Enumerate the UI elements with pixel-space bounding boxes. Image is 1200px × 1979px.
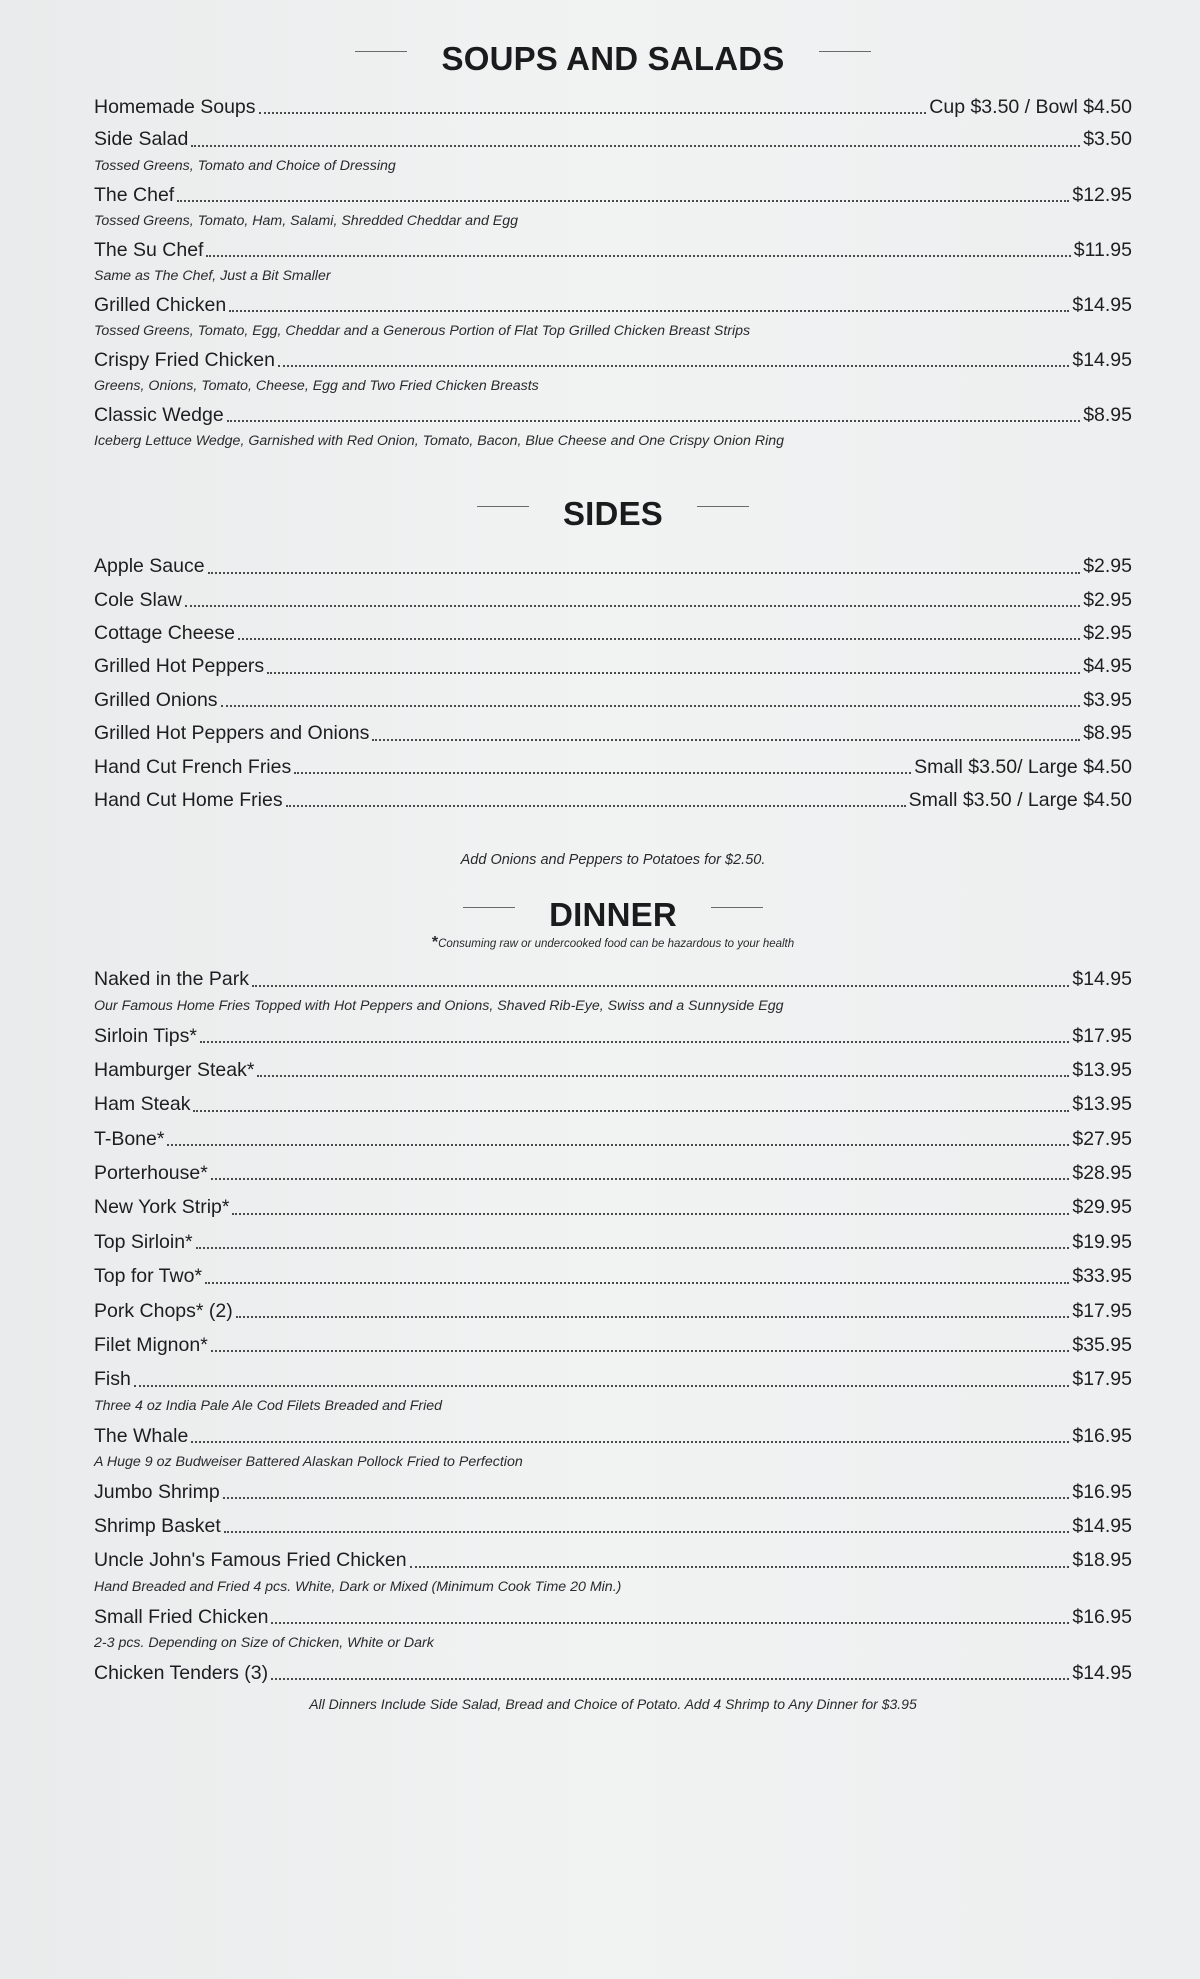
menu-item-name: Filet Mignon* (94, 1334, 208, 1357)
menu-item-price: $13.95 (1072, 1058, 1132, 1081)
menu-item-price: $18.95 (1072, 1549, 1132, 1572)
menu-item (94, 1025, 1132, 1048)
menu-item-row (94, 1606, 1132, 1629)
menu-item (94, 96, 1132, 119)
menu-item-row (94, 1265, 1132, 1288)
menu-item-name: Grilled Chicken (94, 293, 227, 316)
menu-item-row (94, 789, 1132, 812)
menu-item-row (94, 555, 1132, 578)
menu-item-price: Small $3.50 / Large $4.50 (908, 788, 1132, 811)
dotted-leader (221, 705, 1081, 707)
dotted-leader (193, 1110, 1069, 1112)
sides-note: Add Onions and Peppers to Potatoes for $2.50. (460, 852, 766, 869)
section-header (94, 495, 1132, 533)
menu-items (94, 968, 1132, 1685)
menu-item (94, 1162, 1132, 1185)
menu-item-name: Side Salad (94, 128, 189, 151)
dotted-leader (177, 200, 1069, 202)
menu-item (94, 1334, 1132, 1357)
dotted-leader (259, 112, 927, 114)
menu-item (94, 789, 1132, 812)
menu-item-row (94, 349, 1132, 372)
menu-item (94, 1196, 1132, 1219)
menu-item-description: Greens, Onions, Tomato, Cheese, Egg and Two Fried Chicken Breasts (94, 378, 539, 395)
menu-item-description: A Huge 9 oz Budweiser Battered Alaskan Pollock Fried to Perfection (94, 1453, 523, 1470)
menu-item-row (94, 1162, 1132, 1185)
menu-item-name: The Chef (94, 183, 175, 206)
menu-item-row (94, 655, 1132, 678)
dotted-leader (223, 1497, 1070, 1499)
menu-item-price: $35.95 (1072, 1334, 1132, 1357)
menu-item-price: Cup $3.50 / Bowl $4.50 (929, 96, 1132, 118)
section-title: DINNER (549, 896, 677, 934)
menu-item-name: Naked in the Park (94, 968, 250, 991)
menu-item-price: $14.95 (1072, 1661, 1132, 1684)
menu-item-name: Hand Cut Home Fries (94, 788, 283, 811)
menu-item-price: $17.95 (1072, 1368, 1132, 1391)
menu-item-description: 2-3 pcs. Depending on Size of Chicken, White or Dark (94, 1635, 434, 1651)
menu-item-price: $33.95 (1072, 1265, 1132, 1288)
menu-item-row (94, 722, 1132, 745)
menu-item-row (94, 689, 1132, 712)
menu-item-name: Cottage Cheese (94, 622, 235, 645)
menu-item (94, 655, 1132, 678)
menu-item (94, 1425, 1132, 1472)
menu-item-name: New York Strip* (94, 1196, 230, 1219)
menu-item-name: Top Sirloin* (94, 1230, 193, 1253)
menu-item (94, 622, 1132, 645)
menu-item (94, 1300, 1132, 1323)
menu-item-name: Top for Two* (94, 1265, 203, 1288)
menu-item-price: $19.95 (1072, 1230, 1132, 1253)
dotted-leader (196, 1247, 1070, 1249)
menu-item-description: Tossed Greens, Tomato, Egg, Cheddar and a Generous Portion of Flat Top Grilled Chicken Breast Strips (94, 323, 751, 340)
menu-item-row (94, 96, 1132, 119)
menu-item (94, 1481, 1132, 1504)
menu-item (94, 1093, 1132, 1116)
section-title: SOUPS AND SALADS (441, 40, 785, 77)
menu-item-row (94, 184, 1132, 207)
menu-item-row (94, 128, 1132, 151)
menu-item-name: Hand Cut French Fries (94, 755, 292, 778)
dotted-leader (238, 638, 1080, 640)
dotted-leader (410, 1566, 1070, 1568)
menu-item (94, 1549, 1132, 1596)
dotted-leader (236, 1316, 1070, 1318)
menu-item-price: $14.95 (1072, 968, 1132, 991)
menu-item-price: $27.95 (1072, 1127, 1132, 1150)
menu-item-row (94, 1231, 1132, 1254)
menu-item-price: $17.95 (1072, 1299, 1132, 1322)
menu-item-description: Three 4 oz India Pale Ale Cod Filets Breaded and Fried (94, 1397, 443, 1414)
menu-item-row (94, 294, 1132, 317)
menu-item (94, 756, 1132, 779)
menu-item (94, 1515, 1132, 1538)
menu-item-price: $16.95 (1072, 1424, 1132, 1447)
menu-item-name: Chicken Tenders (3) (94, 1661, 269, 1684)
menu-item-name: Ham Steak (94, 1093, 191, 1116)
menu-item (94, 689, 1132, 712)
menu-item-row (94, 1549, 1132, 1572)
header-rule-left (463, 907, 515, 908)
menu-item-name: T-Bone* (94, 1127, 165, 1150)
menu-item-row (94, 1662, 1132, 1685)
menu-item (94, 968, 1132, 1015)
menu-item-price: $28.95 (1072, 1162, 1132, 1185)
menu-item-name: Grilled Onions (94, 688, 218, 711)
menu-item-row (94, 239, 1132, 262)
dotted-leader (227, 420, 1080, 422)
menu-item-name: Homemade Soups (94, 96, 256, 118)
menu-item-price: $8.95 (1083, 404, 1132, 427)
dotted-leader (267, 672, 1080, 674)
dotted-leader (278, 365, 1069, 367)
menu-item-name: Grilled Hot Peppers (94, 655, 265, 678)
menu-item-price: $17.95 (1072, 1024, 1132, 1047)
header-rule-left (477, 506, 529, 507)
menu-item (94, 239, 1132, 286)
menu-item-name: Apple Sauce (94, 555, 205, 578)
menu-item-price: $14.95 (1072, 293, 1132, 316)
menu-item (94, 1662, 1132, 1685)
menu-item-price: $2.95 (1083, 622, 1132, 645)
section-title: SIDES (562, 495, 664, 533)
dotted-leader (224, 1531, 1070, 1533)
soups-and-salads-section (94, 40, 1132, 451)
menu-item-price: $11.95 (1073, 238, 1132, 261)
menu-items (94, 96, 1132, 451)
menu-item-row (94, 1093, 1132, 1116)
sides-section (94, 495, 1132, 868)
menu-item-name: The Su Chef (94, 238, 204, 261)
menu-item-price: $8.95 (1083, 722, 1132, 745)
dinner-section (94, 896, 1132, 1712)
section-header (94, 40, 1132, 78)
header-rule-right (819, 51, 871, 52)
menu-item-row (94, 1025, 1132, 1048)
menu-item-price: $13.95 (1072, 1093, 1132, 1116)
menu-item-row (94, 1368, 1132, 1391)
dotted-leader (191, 1441, 1069, 1443)
menu-item-description: Our Famous Home Fries Topped with Hot Peppers and Onions, Shaved Rib-Eye, Swiss and a Sunnyside Egg (94, 997, 784, 1014)
menu-item-price: $4.95 (1083, 655, 1132, 678)
menu-item (94, 128, 1132, 175)
menu-item-description: Tossed Greens, Tomato and Choice of Dressing (94, 157, 396, 174)
dotted-leader (271, 1622, 1069, 1624)
menu-item (94, 1265, 1132, 1288)
health-warning (94, 934, 1132, 956)
menu-item (94, 184, 1132, 231)
dotted-leader (211, 1178, 1070, 1180)
dotted-leader (185, 605, 1080, 607)
menu-item-row (94, 968, 1132, 991)
menu-item-price: $14.95 (1072, 348, 1132, 371)
menu-item-name: Uncle John's Famous Fried Chicken (94, 1549, 407, 1572)
menu-item-row (94, 1128, 1132, 1151)
menu-item-price: $16.95 (1072, 1605, 1132, 1628)
menu-item (94, 1128, 1132, 1151)
dotted-leader (372, 739, 1080, 741)
menu-item-price: $3.95 (1083, 688, 1132, 711)
menu-item-name: Fish (94, 1368, 131, 1391)
menu-item-name: Hamburger Steak* (94, 1058, 255, 1081)
menu-item-row (94, 1334, 1132, 1357)
dinner-note: All Dinners Include Side Salad, Bread and Choice of Potato. Add 4 Shrimp to Any Dinner for $3.95 (309, 1696, 917, 1713)
menu-item-name: Sirloin Tips* (94, 1024, 197, 1047)
dotted-leader (205, 1282, 1069, 1284)
dotted-leader (252, 985, 1069, 987)
menu-item-name: Porterhouse* (94, 1162, 208, 1185)
dotted-leader (191, 145, 1080, 147)
warning-asterisk: * (431, 934, 439, 952)
menu-item-name: Crispy Fried Chicken (94, 348, 275, 371)
dotted-leader (229, 310, 1069, 312)
menu-item-description: Tossed Greens, Tomato, Ham, Salami, Shredded Cheddar and Egg (94, 212, 519, 229)
menu-item (94, 1231, 1132, 1254)
menu-item-row (94, 1196, 1132, 1219)
dotted-leader (206, 255, 1070, 257)
menu-item (94, 404, 1132, 451)
menu-item-row (94, 1515, 1132, 1538)
header-rule-right (711, 907, 763, 908)
menu-item (94, 555, 1132, 578)
menu-item-price: $29.95 (1072, 1196, 1132, 1219)
menu-item-name: Cole Slaw (94, 588, 182, 611)
menu-item (94, 1368, 1132, 1415)
menu-item-price: $16.95 (1072, 1480, 1132, 1503)
dotted-leader (294, 772, 911, 774)
menu-item (94, 722, 1132, 745)
menu-item-price: $2.95 (1083, 588, 1132, 611)
dotted-leader (286, 805, 906, 807)
menu-item (94, 1059, 1132, 1082)
dotted-leader (211, 1350, 1070, 1352)
dotted-leader (200, 1041, 1069, 1043)
dotted-leader (208, 572, 1081, 574)
menu-item (94, 349, 1132, 396)
dotted-leader (232, 1213, 1069, 1215)
dotted-leader (257, 1075, 1069, 1077)
menu-item-price: $3.50 (1083, 128, 1132, 151)
header-rule-left (355, 51, 407, 52)
menu-item-description: Same as The Chef, Just a Bit Smaller (94, 268, 331, 285)
menu-items (94, 555, 1132, 812)
menu-item (94, 1606, 1132, 1653)
menu-item (94, 589, 1132, 612)
menu-item-row (94, 622, 1132, 645)
menu-item-name: The Whale (94, 1424, 189, 1447)
dotted-leader (134, 1385, 1070, 1387)
menu-item-row (94, 1425, 1132, 1448)
menu-item-row (94, 589, 1132, 612)
menu-item-name: Shrimp Basket (94, 1515, 221, 1538)
menu-item-row (94, 1481, 1132, 1504)
menu-item-row (94, 1300, 1132, 1323)
dotted-leader (167, 1144, 1069, 1146)
menu-item (94, 294, 1132, 341)
menu-item-name: Small Fried Chicken (94, 1605, 269, 1628)
dotted-leader (271, 1678, 1069, 1680)
menu-item-price: $2.95 (1083, 555, 1132, 578)
menu-item-price: $12.95 (1072, 183, 1132, 206)
menu-item-row (94, 756, 1132, 779)
menu-item-description: Hand Breaded and Fried 4 pcs. White, Dark or Mixed (Minimum Cook Time 20 Min.) (94, 1578, 622, 1595)
menu-item-row (94, 404, 1132, 427)
menu-item-name: Classic Wedge (94, 404, 224, 427)
menu-item-name: Pork Chops* (2) (94, 1299, 233, 1322)
menu-item-price: Small $3.50/ Large $4.50 (914, 755, 1132, 778)
menu-item-name: Grilled Hot Peppers and Onions (94, 722, 370, 745)
warning-text: Consuming raw or undercooked food can be hazardous to your health (438, 938, 795, 951)
menu-item-price: $14.95 (1072, 1515, 1132, 1538)
menu-item-description: Iceberg Lettuce Wedge, Garnished with Red Onion, Tomato, Bacon, Blue Cheese and One Crispy Onion Ring (94, 433, 785, 450)
menu-item-row (94, 1059, 1132, 1082)
section-header (94, 896, 1132, 934)
menu-item-name: Jumbo Shrimp (94, 1480, 220, 1503)
header-rule-right (697, 506, 749, 507)
